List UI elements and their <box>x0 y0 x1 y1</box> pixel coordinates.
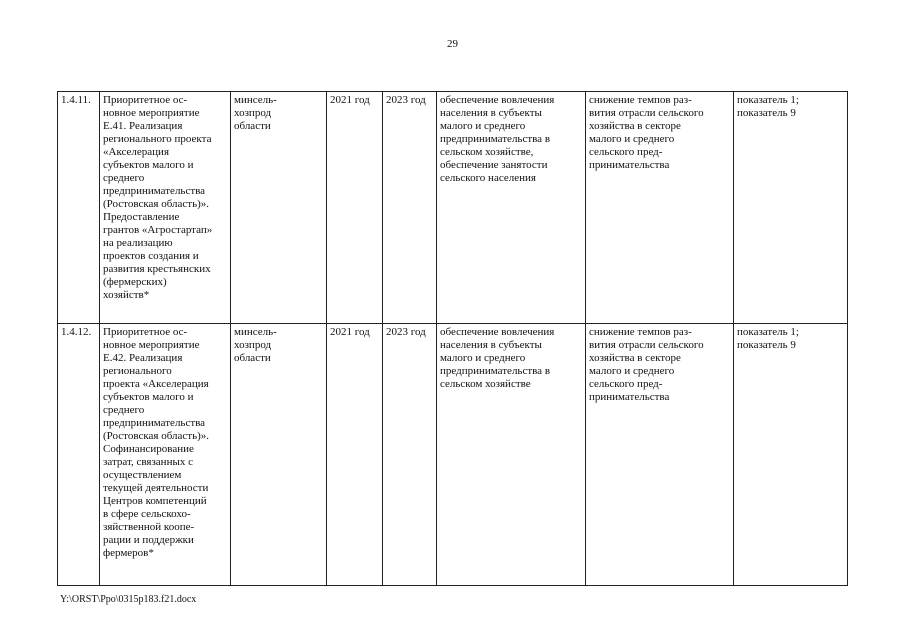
executor-cell <box>231 324 327 586</box>
table-row <box>58 324 848 586</box>
activity-name: Приоритетное ос- новное мероприятие Е.42. Реализация регионального проекта «Акселерация субъектов малого и среднего предпринимательства (Ростовская область)». Софинансирование затрат, связанных с осуществлением текущей деятельности Центров компетенций в сфере сельскохо- зяйственной коопе- рации и поддержки фермеров* <box>103 326 210 559</box>
program-activities-table <box>57 91 848 586</box>
start-date: 2021 год <box>330 326 370 338</box>
consequences-cell <box>586 92 734 324</box>
executor: минсель- хозпрод области <box>234 326 277 364</box>
expected-result-cell <box>437 92 586 324</box>
activity-name-cell <box>100 92 231 324</box>
start-date-cell <box>327 92 383 324</box>
consequences-cell <box>586 324 734 586</box>
end-date: 2023 год <box>386 326 426 338</box>
indicators-cell <box>734 324 848 586</box>
row-number: 1.4.12. <box>61 326 92 338</box>
indicators: показатель 1; показатель 9 <box>737 326 799 351</box>
row-number-cell <box>58 324 100 586</box>
end-date-cell <box>383 92 437 324</box>
document-file-path: Y:\ORST\Ppo\0315p183.f21.docx <box>60 594 197 605</box>
end-date: 2023 год <box>386 94 426 106</box>
indicators: показатель 1; показатель 9 <box>737 94 799 119</box>
executor: минсель- хозпрод области <box>234 94 277 132</box>
expected-result: обеспечение вовлечения населения в субъекты малого и среднего предпринимательства в сельском хозяйстве <box>440 326 555 390</box>
start-date-cell <box>327 324 383 586</box>
indicators-cell <box>734 92 848 324</box>
row-number: 1.4.11. <box>61 94 91 106</box>
executor-cell <box>231 92 327 324</box>
start-date: 2021 год <box>330 94 370 106</box>
activity-name: Приоритетное ос- новное мероприятие Е.41. Реализация регионального проекта «Акселерация субъектов малого и среднего предпринимательства (Ростовская область)». Предоставление грантов «Агростартап» на реализацию проектов создания и развития крестьянских (фермерских) хозяйств* <box>103 94 213 301</box>
end-date-cell <box>383 324 437 586</box>
consequences: снижение темпов раз- вития отрасли сельского хозяйства в секторе малого и среднего сельского пред- принимательства <box>589 326 704 403</box>
table-row <box>58 92 848 324</box>
page-number: 29 <box>447 38 458 50</box>
expected-result-cell <box>437 324 586 586</box>
row-number-cell <box>58 92 100 324</box>
consequences: снижение темпов раз- вития отрасли сельского хозяйства в секторе малого и среднего сельского пред- принимательства <box>589 94 704 171</box>
activity-name-cell <box>100 324 231 586</box>
expected-result: обеспечение вовлечения населения в субъекты малого и среднего предпринимательства в сельском хозяйстве, обеспечение занятости сельского населения <box>440 94 555 184</box>
